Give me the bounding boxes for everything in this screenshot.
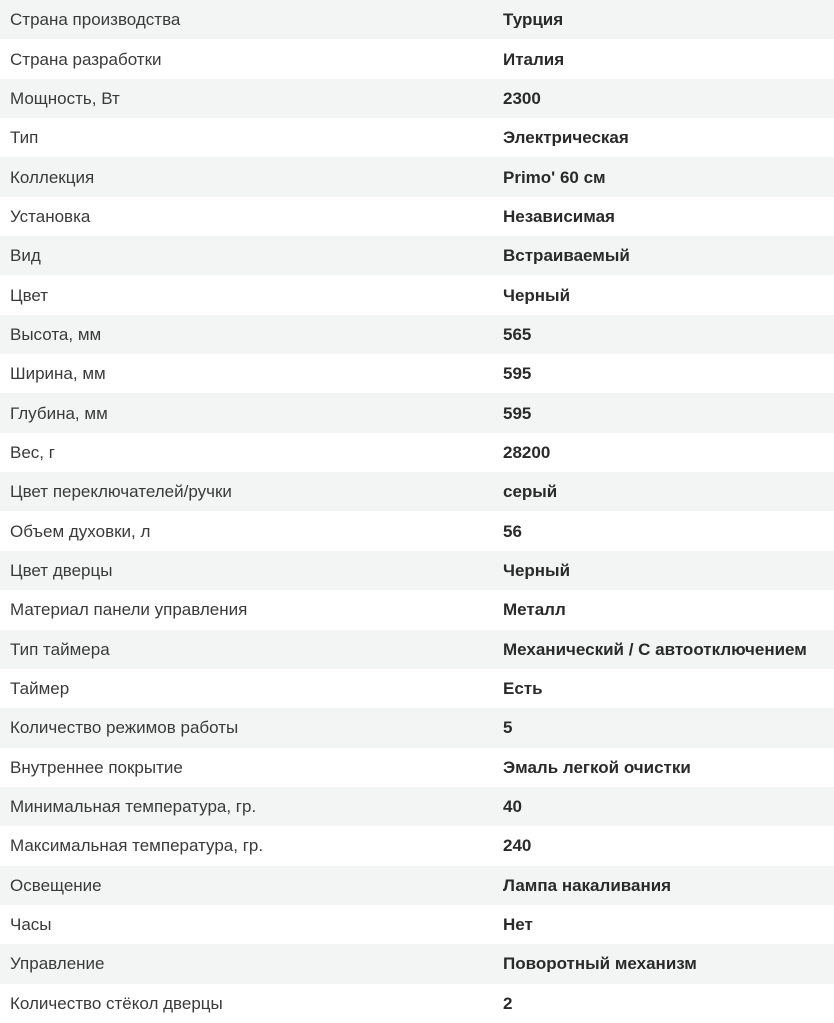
spec-value: Металл xyxy=(503,601,566,619)
spec-label: Тип xyxy=(10,128,39,148)
spec-row xyxy=(0,354,834,393)
spec-row xyxy=(0,39,834,78)
spec-value: Турция xyxy=(503,11,564,29)
spec-row xyxy=(0,984,834,1023)
spec-label: Объем духовки, л xyxy=(10,521,151,541)
spec-row xyxy=(0,433,834,472)
spec-value: 595 xyxy=(503,404,532,422)
spec-label: Цвет xyxy=(10,285,49,305)
spec-value: Электрическая xyxy=(503,129,629,147)
spec-row xyxy=(0,787,834,826)
spec-label: Управление xyxy=(10,954,105,974)
spec-value: 595 xyxy=(503,365,532,383)
spec-label: Освещение xyxy=(10,875,102,895)
spec-label: Цвет переключателей/ручки xyxy=(10,482,232,502)
spec-label: Мощность, Вт xyxy=(10,88,120,108)
spec-value: Лампа накаливания xyxy=(503,876,672,894)
spec-row xyxy=(0,393,834,432)
spec-row xyxy=(0,590,834,629)
spec-label: Максимальная температура, гр. xyxy=(10,836,264,856)
spec-row xyxy=(0,826,834,865)
spec-row xyxy=(0,0,834,39)
spec-value: 28200 xyxy=(503,443,551,461)
spec-row xyxy=(0,197,834,236)
spec-row xyxy=(0,944,834,983)
spec-label: Высота, мм xyxy=(10,324,102,344)
spec-value: 2 xyxy=(503,994,513,1012)
spec-row xyxy=(0,275,834,314)
spec-value: Италия xyxy=(503,50,565,68)
spec-row xyxy=(0,630,834,669)
spec-value: 40 xyxy=(503,798,522,816)
spec-label: Вес, г xyxy=(10,442,55,462)
spec-row xyxy=(0,905,834,944)
spec-label: Минимальная температура, гр. xyxy=(10,797,257,817)
spec-value: 565 xyxy=(503,325,532,343)
spec-value: 5 xyxy=(503,719,513,737)
spec-row xyxy=(0,511,834,550)
spec-row xyxy=(0,551,834,590)
spec-value: Черный xyxy=(503,286,571,304)
spec-label: Тип таймера xyxy=(10,639,110,659)
spec-label: Таймер xyxy=(10,679,70,699)
spec-row xyxy=(0,748,834,787)
spec-row xyxy=(0,866,834,905)
spec-label: Количество стёкол дверцы xyxy=(10,993,223,1013)
spec-value: Поворотный механизм xyxy=(503,955,697,973)
spec-label: Страна производства xyxy=(10,10,181,30)
spec-label: Коллекция xyxy=(10,167,95,187)
spec-row xyxy=(0,472,834,511)
spec-row xyxy=(0,79,834,118)
spec-label: Цвет дверцы xyxy=(10,560,113,580)
spec-label: Ширина, мм xyxy=(10,364,106,384)
spec-row xyxy=(0,669,834,708)
spec-value: Черный xyxy=(503,561,571,579)
spec-row xyxy=(0,315,834,354)
spec-value: 2300 xyxy=(503,89,541,107)
spec-row xyxy=(0,118,834,157)
spec-value: Встраиваемый xyxy=(503,247,630,265)
spec-label: Глубина, мм xyxy=(10,403,108,423)
spec-value: 240 xyxy=(503,837,532,855)
spec-label: Внутреннее покрытие xyxy=(10,757,183,777)
spec-value: серый xyxy=(503,483,558,501)
spec-row xyxy=(0,236,834,275)
spec-value: 56 xyxy=(503,522,522,540)
spec-label: Вид xyxy=(10,246,41,266)
spec-value: Эмаль легкой очистки xyxy=(503,758,691,776)
spec-value: Независимая xyxy=(503,207,615,225)
spec-value: Есть xyxy=(503,680,543,698)
spec-label: Материал панели управления xyxy=(10,600,248,620)
spec-label: Количество режимов работы xyxy=(10,718,239,738)
spec-value: Нет xyxy=(503,916,533,934)
spec-label: Установка xyxy=(10,206,91,226)
spec-value: Механический / С автоотключением xyxy=(503,640,807,658)
spec-row xyxy=(0,708,834,747)
spec-row xyxy=(0,157,834,196)
spec-value: Primo' 60 см xyxy=(503,168,606,186)
spec-label: Страна разработки xyxy=(10,49,162,69)
spec-label: Часы xyxy=(10,915,52,935)
